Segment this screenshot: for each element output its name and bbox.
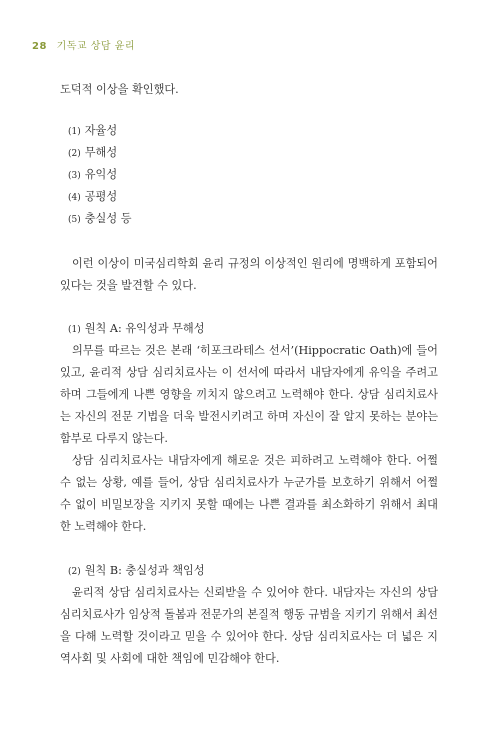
ideal-text: 유익성	[84, 168, 118, 181]
ideal-item	[68, 121, 117, 142]
ideal-text: 무해성	[84, 146, 118, 159]
ideal-item	[68, 187, 117, 208]
ideal-marker: (1)	[68, 127, 81, 137]
principle-b-paragraph-1: 윤리적 상담 심리치료사는 신뢰받을 수 있어야 한다. 내담자는 자신의 상담 심리치료사가 임상적 돌봄과 전문가의 본질적 행동 규범을 지키기 위해서 최선을 다해 노력할 것이라고 믿을 수 있어야 한다. 상담 심리치료사는 더 넓은 지역사회 및 사회에 대한 책임에 민감해야 한다.	[60, 586, 438, 665]
ideal-marker: (3)	[68, 171, 81, 181]
ideal-item	[68, 209, 132, 230]
ideal-text: 공평성	[84, 190, 118, 203]
running-head	[32, 37, 135, 52]
summary-paragraph: 이런 이상이 미국심리학회 윤리 규정의 이상적인 원리에 명백하게 포함되어 있다는 것을 발견할 수 있다.	[60, 257, 438, 292]
ideal-marker: (5)	[68, 215, 81, 225]
ideal-text: 자율성	[84, 124, 118, 137]
principle-a-paragraph-2: 상담 심리치료사는 내담자에게 해로운 것은 피하려고 노력해야 한다. 어쩔 수 없는 상황, 예를 들어, 상담 심리치료사가 누군가를 보호하기 위해서 어쩔 수 없이 비밀보장을 지키지 못할 때에는 나쁜 결과를 최소화하기 위해서 최대한 노력해야 한다.	[60, 454, 438, 533]
ideal-item	[68, 143, 117, 164]
ideal-text: 충실성 등	[84, 212, 132, 225]
book-title: 기독교 상담 윤리	[56, 41, 136, 52]
principle-a-title: 원칙 A: 유익성과 무해성	[84, 322, 205, 335]
principle-a-marker: (1)	[68, 325, 81, 335]
principle-b-heading	[68, 560, 205, 583]
principle-b-marker: (2)	[68, 567, 81, 577]
principle-a-paragraph-1: 의무를 따르는 것은 본래 ‘히포크라테스 선서’(Hippocratic Oath)에 들어있고, 윤리적 상담 심리치료사는 이 선서에 따라서 내담자에게 유익을 주려고 하며 그들에게 나쁜 영향을 끼치지 않으려고 노력해야 한다. 상담 심리치료사는 자신의 전문 기법을 더욱 발전시키려고 하며 자신이 잘 알지 못하는 분야는 함부로 다루지 않는다.	[60, 344, 438, 445]
intro-line: 도덕적 이상을 확인했다.	[60, 83, 179, 96]
principle-a-heading	[68, 318, 205, 341]
ideal-marker: (4)	[68, 193, 81, 203]
principle-b-title: 원칙 B: 충실성과 책임성	[84, 564, 205, 577]
ideal-marker: (2)	[68, 149, 81, 159]
page-number: 28	[32, 41, 47, 52]
ideal-item	[68, 165, 117, 186]
